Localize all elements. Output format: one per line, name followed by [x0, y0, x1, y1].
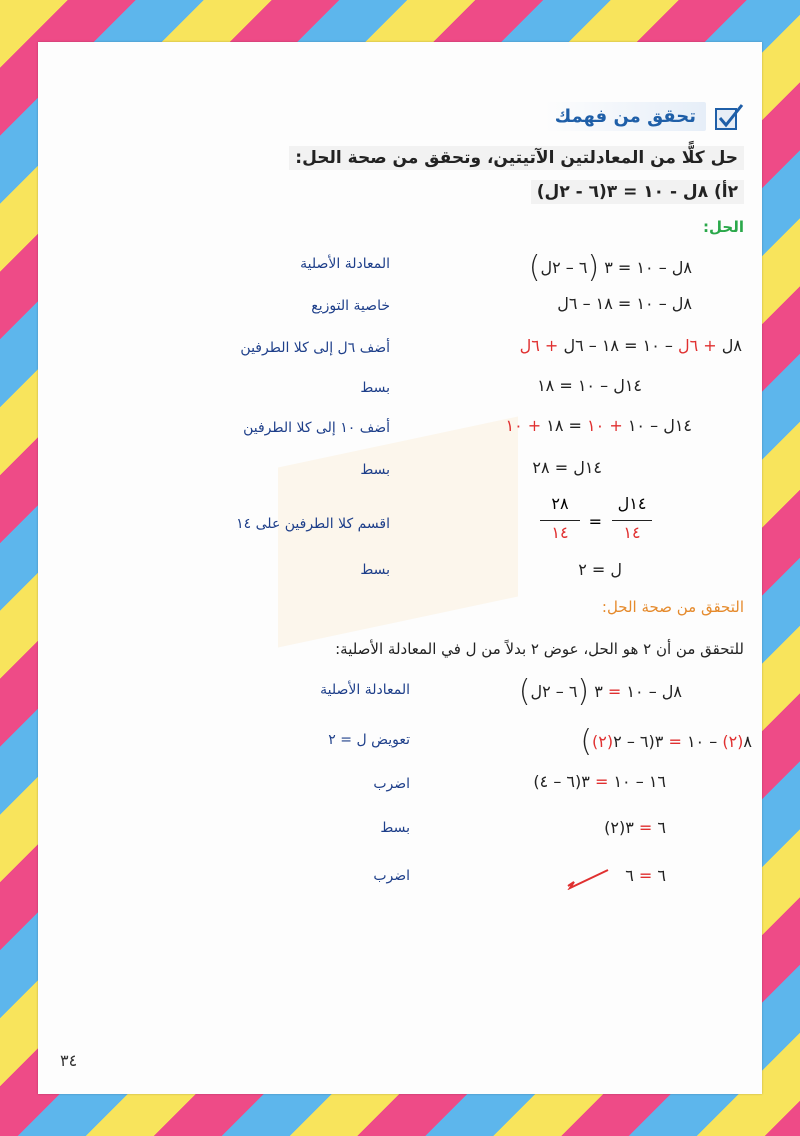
v3-eq: =	[594, 772, 609, 791]
fraction-right-numerator: ٢٨	[551, 494, 569, 513]
fraction-left	[612, 494, 652, 542]
open-paren: (	[587, 250, 600, 285]
textbook-page	[38, 42, 762, 1094]
s5-c: = ١٨	[546, 416, 582, 435]
verify-4-reason: بسط	[380, 820, 410, 836]
step-3-equation	[520, 336, 742, 355]
step-6-reason: بسط	[360, 462, 390, 478]
v5-eq: =	[638, 866, 653, 885]
page-number: ٣٤	[60, 1051, 78, 1070]
step-2-reason: خاصية التوزيع	[311, 298, 390, 314]
problem-equation: ٨ل - ١٠ = ٣(٦ - ٢ل)	[536, 182, 709, 202]
s5-b: + ١٠	[587, 416, 623, 435]
step-8-equation: ل = ٢	[578, 560, 622, 579]
step-5-reason: أضف ١٠ إلى كلا الطرفين	[243, 420, 390, 436]
verify-1-equation	[519, 674, 682, 709]
correct-tick-icon	[566, 868, 610, 890]
v4-b: ٣(٢)	[604, 818, 634, 837]
section-title: تحقق من فهمك	[545, 102, 706, 131]
v2-c: – ١٠	[686, 732, 718, 751]
section-header	[545, 102, 744, 131]
v3-b: ٣(٦ – ٤)	[533, 772, 590, 791]
v2-e: (٢)	[592, 732, 614, 751]
step-4-equation: ١٤ل – ١٠ = ١٨	[537, 376, 642, 395]
verify-label: التحقق من صحة الحل:	[601, 598, 744, 616]
step-1-equation	[529, 250, 692, 285]
verify-2-reason: تعويض ل = ٢	[328, 732, 410, 748]
s5-d: + ١٠	[505, 416, 542, 435]
step-5-equation	[505, 416, 692, 435]
s5-a: ١٤ل – ١٠	[627, 416, 692, 435]
fraction-bar	[612, 520, 652, 521]
v1-inner: ٦ – ٢ل	[530, 682, 578, 701]
fraction-right	[540, 494, 580, 542]
step-7-equation	[462, 494, 652, 554]
instruction-text: حل كلًّا من المعادلتين الآتيتين، وتحقق من صحة الحل:	[289, 146, 744, 170]
fraction-bar	[540, 520, 580, 521]
problem-number: ٢أ)	[714, 182, 738, 202]
s3-d: + ٦ل	[519, 336, 559, 355]
verify-2-equation	[580, 724, 752, 759]
s3-b: + ٦ل	[677, 336, 717, 355]
close-paren: )	[528, 250, 541, 285]
v2-eq: =	[668, 732, 682, 751]
verify-3-reason: اضرب	[373, 776, 410, 792]
v4-a: ٦	[657, 818, 666, 837]
s3-a: ٨ل	[721, 336, 742, 355]
verify-1-reason: المعادلة الأصلية	[320, 682, 410, 698]
verify-5-equation	[625, 866, 666, 885]
close-paren: )	[518, 674, 531, 709]
v5-b: ٦	[625, 866, 634, 885]
s1-inner: ٦ – ٢ل	[540, 258, 588, 277]
fraction-left-numerator: ١٤ل	[617, 494, 647, 513]
checkbox-icon	[714, 103, 744, 131]
step-2-equation: ٨ل – ١٠ = ١٨ – ٦ل	[557, 294, 692, 313]
fraction-right-denominator: ١٤	[551, 523, 569, 542]
v2-f: )	[580, 724, 593, 759]
step-1-reason: المعادلة الأصلية	[300, 256, 390, 272]
solution-label: الحل:	[703, 218, 744, 236]
s1-left: ٨ل – ١٠ = ٣	[604, 258, 692, 277]
fraction-left-denominator: ١٤	[623, 523, 641, 542]
equals-sign: =	[588, 512, 602, 531]
v1-a: ٨ل – ١٠	[626, 682, 682, 701]
problem-statement	[531, 180, 744, 204]
v2-b: (٢)	[722, 732, 744, 751]
verify-intro: للتحقق من أن ٢ هو الحل، عوض ٢ بدلاً من ل في المعادلة الأصلية:	[335, 640, 744, 658]
verify-5-reason: اضرب	[373, 868, 410, 884]
verify-3-equation	[533, 772, 666, 791]
v5-a: ٦	[657, 866, 666, 885]
v2-a: ٨	[743, 732, 752, 751]
v2-d: ٣(٦ – ٢	[613, 732, 664, 751]
step-7-reason: اقسم كلا الطرفين على ١٤	[236, 516, 390, 532]
step-4-reason: بسط	[360, 380, 390, 396]
step-8-reason: بسط	[360, 562, 390, 578]
verify-4-equation	[604, 818, 666, 837]
v1-b: ٣	[594, 682, 603, 701]
s3-c: – ١٠ = ١٨ – ٦ل	[563, 336, 673, 355]
open-paren: (	[577, 674, 590, 709]
step-3-reason: أضف ٦ل إلى كلا الطرفين	[240, 340, 390, 356]
step-6-equation: ١٤ل = ٢٨	[532, 458, 602, 477]
v3-a: ١٦ – ١٠	[613, 772, 666, 791]
v1-eq: =	[607, 682, 622, 701]
v4-eq: =	[638, 818, 653, 837]
